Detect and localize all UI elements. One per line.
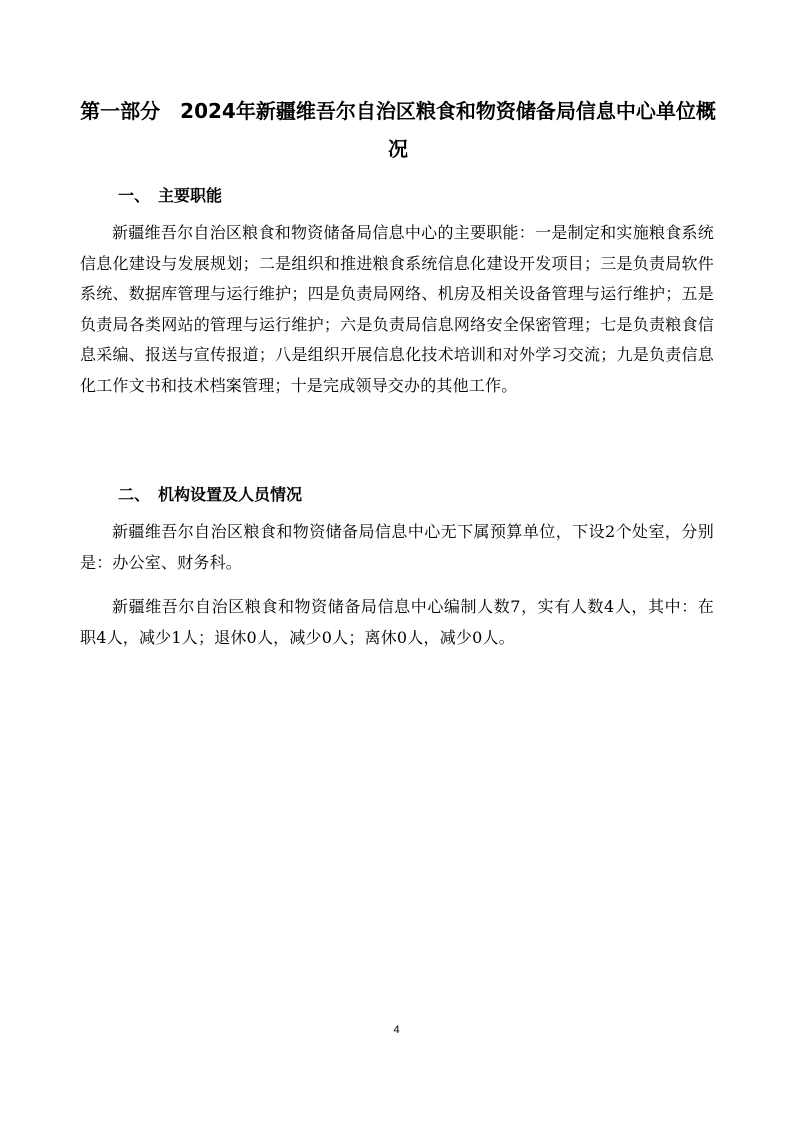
section-heading-functions: [118, 184, 222, 208]
section-heading-text: 机构设置及人员情况: [158, 485, 303, 504]
staffing-paragraph: 新疆维吾尔自治区粮食和物资储备局信息中心编制人数7，实有人数4人，其中：在职4人，减少1人；退休0人，减少0人；离休0人，减少0人。: [80, 597, 714, 647]
section-heading-text: 主要职能: [158, 186, 223, 205]
page-number: 4: [393, 1024, 400, 1036]
functions-paragraph: 新疆维吾尔自治区粮食和物资储备局信息中心的主要职能：一是制定和实施粮食系统信息化建设与发展规划；二是组织和推进粮食系统信息化建设开发项目；三是负责局软件系统、数据库管理与运行维护；四是负责局网络、机房及相关设备管理与运行维护；五是负责局各类网站的管理与运行维护；六是负责局信息网络安全保密管理；七是负责粮食信息采编、报送与宣传报道；八是组织开展信息化技术培训和对外学习交流；九是负责信息化工作文书和技术档案管理；十是完成领导交办的其他工作。: [80, 223, 714, 395]
section-heading-organization: [118, 483, 302, 507]
organization-paragraph: 新疆维吾尔自治区粮食和物资储备局信息中心无下属预算单位，下设2个处室，分别是：办公室、财务科。: [80, 522, 714, 572]
section-number: 二、: [118, 485, 151, 504]
page-title: 第一部分 2024年新疆维吾尔自治区粮食和物资储备局信息中心单位概况: [80, 99, 716, 161]
section-number: 一、: [118, 186, 151, 205]
